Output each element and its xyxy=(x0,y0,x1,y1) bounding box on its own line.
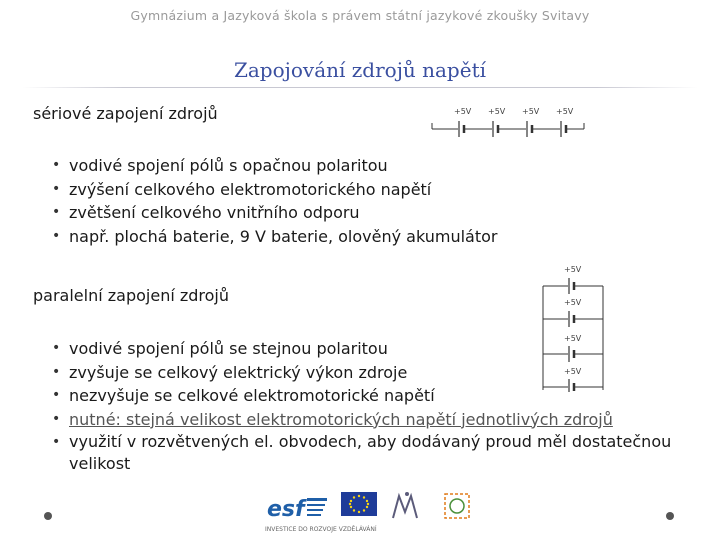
bullet-text: vodivé spojení pólů s opačnou polaritou xyxy=(69,156,388,175)
parallel-branch xyxy=(543,311,603,327)
op-vk-logo xyxy=(441,492,475,522)
bullet-text-emphasis: nutné: stejná velikost elektromotorických napětí jednotlivých zdrojů xyxy=(69,409,613,429)
parallel-cell-label: +5V xyxy=(564,298,582,307)
parallel-bullet-list xyxy=(52,337,702,475)
list-item xyxy=(52,431,702,475)
list-item xyxy=(52,225,498,249)
bullet-dot: • xyxy=(52,363,61,380)
bullet-dot: • xyxy=(52,434,61,450)
list-item xyxy=(52,154,498,178)
series-cell-label: +5V xyxy=(556,107,574,116)
list-item xyxy=(52,201,498,225)
list-item xyxy=(52,408,702,432)
title-divider xyxy=(22,87,698,88)
series-cell-label: +5V xyxy=(522,107,540,116)
parallel-cell-label: +5V xyxy=(564,265,582,274)
school-header: Gymnázium a Jazyková škola s právem státní jazykové zkoušky Svitavy xyxy=(130,8,590,23)
parallel-cell-label: +5V xyxy=(564,367,582,376)
svg-text:esf: esf xyxy=(267,497,305,522)
bullet-dot: • xyxy=(52,410,61,427)
footer-logo-bar xyxy=(265,490,485,536)
parallel-branch xyxy=(543,278,603,294)
series-cell-label: +5V xyxy=(454,107,472,116)
series-heading: sériové zapojení zdrojů xyxy=(33,104,218,123)
list-item xyxy=(52,384,702,408)
series-cell xyxy=(492,121,499,137)
slide-title: Zapojování zdrojů napětí xyxy=(233,58,487,82)
bullet-dot: • xyxy=(52,180,61,197)
bullet-text: např. plochá baterie, 9 V baterie, olověný akumulátor xyxy=(69,226,498,246)
bullet-text: vodivé spojení pólů se stejnou polaritou xyxy=(69,339,388,358)
bullet-dot: • xyxy=(52,204,61,220)
series-cell xyxy=(458,121,465,137)
bullet-dot: • xyxy=(52,340,61,356)
series-bullet-list xyxy=(52,154,498,248)
bullet-dot: • xyxy=(52,157,61,173)
eu-flag-icon xyxy=(341,492,377,520)
series-cell-label: +5V xyxy=(488,107,506,116)
bullet-text: zvýšení celkového elektromotorického napětí xyxy=(69,179,432,199)
list-item xyxy=(52,337,702,361)
series-cell xyxy=(526,121,533,137)
msmt-logo xyxy=(385,490,429,524)
nav-dot-right xyxy=(666,512,674,520)
bullet-dot: • xyxy=(52,227,61,244)
bullet-text: zvětšení celkového vnitřního odporu xyxy=(69,203,360,222)
bullet-text: využití v rozvětvených el. obvodech, aby dodávaný proud měl dostatečnou velikost xyxy=(69,432,672,473)
esf-logo xyxy=(265,492,329,524)
nav-dot-left xyxy=(44,512,52,520)
series-circuit-diagram xyxy=(424,104,594,142)
parallel-cell-label: +5V xyxy=(564,334,582,343)
parallel-heading: paralelní zapojení zdrojů xyxy=(33,286,230,305)
bullet-text: nezvyšuje se celkové elektromotorické napětí xyxy=(69,386,435,405)
list-item xyxy=(52,178,498,202)
footer-tagline: INVESTICE DO ROZVOJE VZDĚLÁVÁNÍ xyxy=(265,526,377,533)
bullet-text: zvyšuje se celkový elektrický výkon zdroje xyxy=(69,362,408,382)
list-item xyxy=(52,361,702,385)
series-cell xyxy=(560,121,567,137)
bullet-dot: • xyxy=(52,387,61,403)
